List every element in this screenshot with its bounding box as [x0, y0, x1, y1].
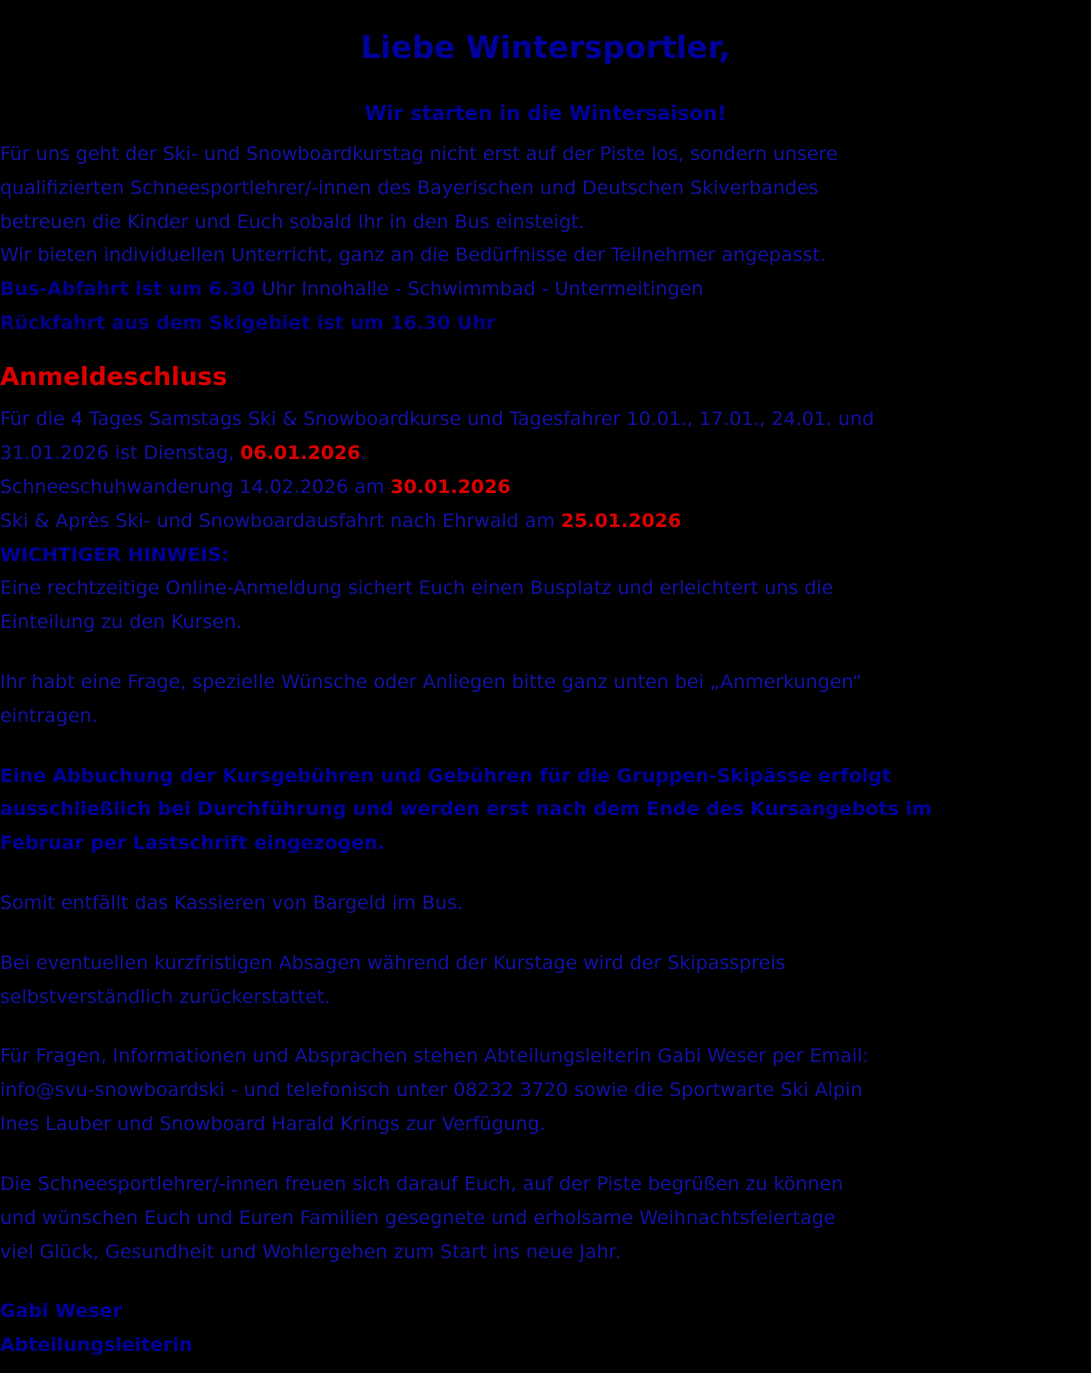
page-subtitle: Wir starten in die Wintersaison!: [364, 101, 727, 126]
deadline-date: 25.01.2026: [560, 509, 682, 532]
deadline-date: 30.01.2026: [390, 475, 511, 498]
signature-name: Gabi Weser: [0, 1300, 122, 1323]
intro-line: betreuen die Kinder und Euch sobald Ihr in den Bus einsteigt.: [0, 210, 585, 233]
return-trip-line: Rückfahrt aus dem Skigebiet ist um 16.30 Uhr: [0, 311, 496, 334]
spacer: [0, 1014, 1091, 1040]
payment-paragraph: [0, 760, 1091, 861]
deadline-text: Schneeschuhwanderung 14.02.2026 am: [0, 475, 391, 498]
contact-paragraph: [0, 1040, 1091, 1141]
cancellation-line: Bei eventuellen kurzfristigen Absagen während der Kurstage wird der Skipasspreis: [0, 951, 786, 974]
intro-paragraph: [0, 138, 1091, 273]
page-title: Liebe Wintersportler,: [360, 30, 731, 66]
departure-time: Bus-Abfahrt ist um 6.30: [0, 278, 256, 301]
intro-line: qualifizierten Schneesportlehrer/-innen des Bayerischen und Deutschen Skiverbandes: [0, 176, 819, 199]
notice-line: Eine rechtzeitige Online-Anmeldung sichert Euch einen Busplatz und erleichtert uns die: [0, 577, 834, 600]
spacer: [0, 1142, 1091, 1168]
deadline-text: Ski & Après Ski- und Snowboardausfahrt nach Ehrwald am: [0, 509, 561, 532]
spacer: [0, 640, 1091, 666]
questions-line: eintragen.: [0, 704, 98, 727]
notice-line: Einteilung zu den Kursen.: [0, 611, 243, 634]
cancellation-line: selbstverständlich zurückerstattet.: [0, 985, 331, 1008]
spacer: [0, 861, 1091, 887]
signature-role: Abteilungsleiterin: [0, 1334, 193, 1357]
spacer: [0, 921, 1091, 947]
questions-line: Ihr habt eine Frage, spezielle Wünsche oder Anliegen bitte ganz unten bei „Anmerkungen“: [0, 670, 862, 693]
important-notice-label: WICHTIGER HINWEIS:: [0, 543, 229, 566]
cash-line: Somit entfällt das Kassieren von Bargeld im Bus.: [0, 892, 463, 915]
payment-line: ausschließlich bei Durchführung und werden erst nach dem Ende des Kursangebots im: [0, 798, 932, 821]
questions-paragraph: [0, 666, 1091, 734]
closing-paragraph: [0, 1168, 1091, 1269]
departure-stops: Uhr Innohalle - Schwimmbad - Untermeitingen: [255, 278, 704, 301]
cash-paragraph: [0, 887, 1091, 921]
contact-line: Für Fragen, Informationen und Absprachen stehen Abteilungsleiterin Gabi Weser per Email:: [0, 1045, 869, 1068]
deadline-paragraph: [0, 403, 1091, 538]
deadline-line: [0, 505, 1083, 539]
spacer: [0, 734, 1091, 760]
departure-line: [0, 273, 1083, 307]
deadline-line: Für die 4 Tages Samstags Ski & Snowboardkurse und Tagesfahrer 10.01., 17.01., 24.01. und: [0, 408, 875, 431]
cancellation-paragraph: [0, 947, 1091, 1015]
deadline-suffix: .: [360, 442, 367, 465]
deadline-date: 06.01.2026: [240, 442, 361, 465]
payment-line: Eine Abbuchung der Kursgebühren und Gebühren für die Gruppen-Skipässe erfolgt: [0, 764, 891, 787]
contact-line: info@svu-snowboardski - und telefonisch unter 08232 3720 sowie die Sportwarte Ski Alpin: [0, 1079, 863, 1102]
closing-line: Die Schneesportlehrer/-innen freuen sich darauf Euch, auf der Piste begrüßen zu können: [0, 1172, 844, 1195]
important-notice: [0, 539, 1091, 640]
contact-line: Ines Lauber und Snowboard Harald Krings zur Verfügung.: [0, 1113, 546, 1136]
deadline-heading: Anmeldeschluss: [0, 361, 228, 391]
payment-line: Februar per Lastschrift eingezogen.: [0, 832, 385, 855]
spacer: [0, 1269, 1091, 1295]
deadline-line: [0, 437, 1083, 471]
closing-line: viel Glück, Gesundheit und Wohlergehen zum Start ins neue Jahr.: [0, 1240, 621, 1263]
intro-line: Wir bieten individuellen Unterricht, ganz an die Bedürfnisse der Teilnehmer angepasst.: [0, 244, 826, 267]
deadline-line: [0, 471, 1083, 505]
departure-info: [0, 273, 1091, 341]
closing-line: und wünschen Euch und Euren Familien gesegnete und erholsame Weihnachtsfeiertage: [0, 1206, 836, 1229]
deadline-text: 31.01.2026 ist Dienstag,: [0, 442, 241, 465]
intro-line: Für uns geht der Ski- und Snowboardkurstag nicht erst auf der Piste los, sondern unsere: [0, 142, 838, 165]
signature-block: [0, 1295, 1091, 1363]
